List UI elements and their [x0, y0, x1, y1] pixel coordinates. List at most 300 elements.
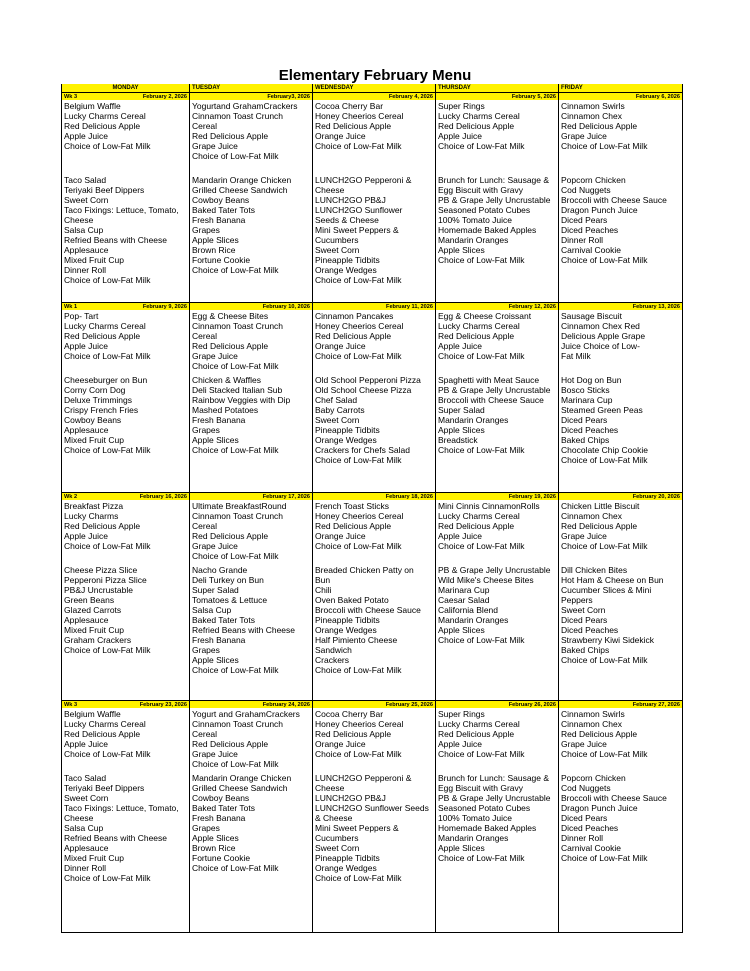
menu-item: Choice of Low-Fat Milk	[192, 551, 279, 561]
lunch-cell	[189, 374, 312, 492]
menu-item: Red Delicious Apple	[315, 729, 392, 739]
menu-item: Choice of Low-Fat Milk	[561, 455, 648, 465]
menu-item: Dinner Roll	[64, 863, 107, 873]
menu-item: Brown Rice	[192, 843, 236, 853]
week-label: Wk 3	[64, 94, 78, 100]
menu-item: Cheese	[315, 185, 345, 195]
date-bar	[312, 492, 435, 500]
week-label: Wk 1	[64, 304, 78, 310]
menu-item: Marinara Cup	[561, 395, 613, 405]
menu-item: Breaded Chicken Patty on	[315, 565, 414, 575]
breakfast-cell	[189, 708, 312, 772]
date-bar	[312, 92, 435, 100]
menu-item: Deli Stacked Italian Sub	[192, 385, 283, 395]
menu-item: Apple Juice	[438, 531, 482, 541]
menu-item: Choice of Low-Fat Milk	[192, 445, 279, 455]
breakfast-cell	[189, 100, 312, 174]
menu-item: Orange Juice	[315, 131, 366, 141]
week-label: Wk 3	[64, 702, 78, 708]
menu-item: Delicious Apple Grape	[561, 331, 646, 341]
menu-item: Refried Beans with Cheese	[64, 833, 168, 843]
menu-item: Choice of Low-Fat Milk	[315, 455, 402, 465]
menu-item: Fortune Cookie	[192, 255, 251, 265]
menu-item: Sweet Corn	[315, 415, 360, 425]
menu-item: Super Salad	[438, 405, 485, 415]
menu-item: Deluxe Trimmings	[64, 395, 133, 405]
menu-item: Apple Juice	[64, 341, 108, 351]
menu-item: Mashed Potatoes	[192, 405, 259, 415]
menu-item: Choice of Low-Fat Milk	[315, 665, 402, 675]
menu-item: Cowboy Beans	[64, 415, 122, 425]
menu-item: Broccoli with Cheese Sauce	[315, 605, 421, 615]
menu-item: Applesauce	[64, 615, 109, 625]
menu-item: Applesauce	[64, 843, 109, 853]
menu-item: Orange Wedges	[315, 863, 377, 873]
menu-item: PB & Grape Jelly Uncrustable	[438, 565, 551, 575]
breakfast-cell	[61, 500, 189, 564]
breakfast-cell	[61, 100, 189, 174]
menu-item: Diced Pears	[561, 615, 608, 625]
menu-item: Mandarin Orange Chicken	[192, 175, 292, 185]
menu-item: Mixed Fruit Cup	[64, 255, 124, 265]
menu-item: Mini Sweet Peppers &	[315, 823, 399, 833]
menu-item: Red Delicious Apple	[192, 739, 269, 749]
menu-item: Apple Juice	[64, 531, 108, 541]
date-bar	[61, 302, 189, 310]
menu-item: Red Delicious Apple	[438, 331, 515, 341]
menu-item: Apple Slices	[192, 833, 239, 843]
lunch-cell	[558, 564, 682, 700]
date-label: February 6, 2026	[635, 94, 680, 100]
menu-item: Teriyaki Beef Dippers	[64, 783, 145, 793]
menu-item: Red Delicious Apple	[64, 729, 141, 739]
menu-item: Seeds & Cheese	[315, 215, 379, 225]
lunch-cell	[312, 564, 435, 700]
menu-item: Refried Beans with Cheese	[64, 235, 168, 245]
menu-item: Red Delicious Apple	[192, 531, 269, 541]
menu-item: Choice of Low-Fat Milk	[192, 863, 279, 873]
menu-item: Grapes	[192, 823, 220, 833]
menu-item: Red Delicious Apple	[64, 121, 141, 131]
menu-item: Salsa Cup	[64, 225, 104, 235]
menu-item: Seasoned Potato Cubes	[438, 205, 531, 215]
menu-item: Deli Turkey on Bun	[192, 575, 264, 585]
menu-item: Choice of Low-Fat Milk	[438, 749, 525, 759]
date-bar	[61, 492, 189, 500]
menu-item: Popcorn Chicken	[561, 175, 626, 185]
menu-item: Cinnamon Chex	[561, 111, 622, 121]
date-label: February 20, 2026	[632, 494, 680, 500]
menu-item: Chicken Little Biscuit	[561, 501, 640, 511]
menu-item: Grape Juice	[192, 141, 238, 151]
menu-item: Cinnamon Chex Red	[561, 321, 640, 331]
menu-item: Apple Juice	[438, 739, 482, 749]
menu-item: Grape Juice	[192, 351, 238, 361]
menu-item: Cod Nuggets	[561, 783, 611, 793]
menu-item: Red Delicious Apple	[192, 341, 269, 351]
menu-item: Grilled Cheese Sandwich	[192, 185, 288, 195]
menu-item: Dinner Roll	[64, 265, 107, 275]
menu-item: Diced Peaches	[561, 225, 619, 235]
menu-item: Cinnamon Swirls	[561, 709, 625, 719]
menu-item: Cinnamon Swirls	[561, 101, 625, 111]
menu-item: Diced Pears	[561, 215, 608, 225]
menu-item: Sweet Corn	[315, 843, 360, 853]
menu-item: Egg & Cheese Croissant	[438, 311, 532, 321]
menu-item: Dragon Punch Juice	[561, 803, 638, 813]
menu-item: Orange Juice	[315, 531, 366, 541]
menu-item: Homemade Baked Apples	[438, 225, 537, 235]
lunch-cell	[312, 374, 435, 492]
menu-item: Orange Juice	[315, 739, 366, 749]
menu-item: Pepperoni Pizza Slice	[64, 575, 147, 585]
menu-item: Choice of Low-Fat Milk	[192, 361, 279, 371]
menu-item: Choice of Low-Fat Milk	[438, 541, 525, 551]
menu-item: Red Delicious Apple	[192, 131, 269, 141]
menu-item: Orange Wedges	[315, 435, 377, 445]
week-label: Wk 2	[64, 494, 78, 500]
day-header-monday: MONDAY	[61, 84, 189, 92]
table-right-border	[682, 84, 683, 932]
menu-item: Baby Carrots	[315, 405, 365, 415]
menu-item: Apple Slices	[438, 245, 485, 255]
lunch-cell	[435, 174, 558, 302]
menu-item: Applesauce	[64, 245, 109, 255]
menu-item: Apple Slices	[438, 425, 485, 435]
date-label: February 27, 2026	[632, 702, 680, 708]
menu-item: Cucumbers	[315, 833, 359, 843]
date-bar	[558, 492, 682, 500]
date-bar	[435, 302, 558, 310]
menu-item: Choice of Low-Fat Milk	[315, 351, 402, 361]
menu-item: Yogurtand GrahamCrackers	[192, 101, 298, 111]
menu-item: Super Salad	[192, 585, 239, 595]
menu-item: Cinnamon Toast Crunch	[192, 321, 284, 331]
menu-item: Seasoned Potato Cubes	[438, 803, 531, 813]
menu-item: Brunch for Lunch: Sausage &	[438, 773, 550, 783]
breakfast-cell	[558, 500, 682, 564]
menu-item: Broccoli with Cheese Sauce	[561, 195, 667, 205]
date-label: February3, 2026	[267, 94, 310, 100]
menu-item: Ultimate BreakfastRound	[192, 501, 287, 511]
day-header-wednesday: WEDNESDAY	[312, 84, 435, 92]
menu-item: Red Delicious Apple	[315, 521, 392, 531]
menu-item: Lucky Charms Cereal	[438, 321, 520, 331]
menu-item: Red Delicious Apple	[438, 729, 515, 739]
menu-item: Mixed Fruit Cup	[64, 435, 124, 445]
menu-item: Lucky Charms Cereal	[64, 111, 146, 121]
lunch-cell	[312, 174, 435, 302]
menu-item: Sandwich	[315, 645, 352, 655]
menu-item: Choice of Low-Fat Milk	[192, 151, 279, 161]
menu-item: Hot Ham & Cheese on Bun	[561, 575, 664, 585]
menu-item: Cucumbers	[315, 235, 359, 245]
menu-item: Choice of Low-Fat Milk	[561, 749, 648, 759]
menu-item: Cinnamon Chex	[561, 719, 622, 729]
menu-item: Nacho Grande	[192, 565, 248, 575]
menu-item: Apple Slices	[438, 843, 485, 853]
menu-item: Mini Cinnis CinnamonRolls	[438, 501, 540, 511]
date-label: February 17, 2026	[262, 494, 310, 500]
menu-item: Chef Salad	[315, 395, 358, 405]
menu-item: Mixed Fruit Cup	[64, 853, 124, 863]
menu-item: Rainbow Veggies with Dip	[192, 395, 291, 405]
menu-item: Dragon Punch Juice	[561, 205, 638, 215]
menu-item: Apple Slices	[192, 655, 239, 665]
menu-item: Pineapple Tidbits	[315, 425, 380, 435]
menu-item: Baked Tater Tots	[192, 615, 256, 625]
menu-item: Tomatoes & Lettuce	[192, 595, 268, 605]
menu-item: Pineapple Tidbits	[315, 255, 380, 265]
breakfast-cell	[189, 500, 312, 564]
menu-item: Choice of Low-Fat Milk	[64, 749, 151, 759]
menu-table	[61, 84, 682, 932]
date-bar	[189, 302, 312, 310]
menu-item: Choice of Low-Fat Milk	[315, 141, 402, 151]
menu-item: Red Delicious Apple	[561, 121, 638, 131]
date-label: February 5, 2026	[511, 94, 556, 100]
date-label: February 4, 2026	[388, 94, 433, 100]
menu-item: Red Delicious Apple	[438, 121, 515, 131]
breakfast-cell	[61, 310, 189, 374]
menu-item: Broccoli with Cheese Sauce	[561, 793, 667, 803]
menu-item: Honey Cheerios Cereal	[315, 511, 404, 521]
menu-item: Choice of Low-Fat Milk	[192, 265, 279, 275]
menu-item: Taco Fixings: Lettuce, Tomato,	[64, 205, 179, 215]
menu-item: Salsa Cup	[192, 605, 232, 615]
menu-item: Cowboy Beans	[192, 195, 250, 205]
menu-item: Egg & Cheese Bites	[192, 311, 269, 321]
menu-item: Peppers	[561, 595, 593, 605]
menu-item: LUNCH2GO Sunflower	[315, 205, 403, 215]
menu-item: Cinnamon Toast Crunch	[192, 111, 284, 121]
menu-item: Fresh Banana	[192, 813, 246, 823]
menu-item: Choice of Low-Fat Milk	[561, 541, 648, 551]
breakfast-cell	[435, 708, 558, 772]
date-bar	[435, 92, 558, 100]
menu-item: Fresh Banana	[192, 415, 246, 425]
menu-item: Cinnamon Toast Crunch	[192, 511, 284, 521]
menu-item: Sweet Corn	[315, 245, 360, 255]
menu-item: Baked Tater Tots	[192, 205, 256, 215]
menu-item: Red Delicious Apple	[315, 121, 392, 131]
menu-item: Grapes	[192, 425, 220, 435]
menu-item: Cucumber Slices & Mini	[561, 585, 652, 595]
breakfast-cell	[189, 310, 312, 374]
breakfast-cell	[435, 310, 558, 374]
menu-item: & Cheese	[315, 813, 353, 823]
lunch-cell	[435, 374, 558, 492]
menu-item: LUNCH2GO PB&J	[315, 793, 386, 803]
menu-item: Egg Biscuit with Gravy	[438, 185, 524, 195]
menu-item: Steamed Green Peas	[561, 405, 643, 415]
menu-item: Baked Chips	[561, 645, 610, 655]
date-bar	[61, 700, 189, 708]
menu-item: Diced Peaches	[561, 425, 619, 435]
menu-item: Cereal	[192, 729, 218, 739]
menu-item: Choice of Low-Fat Milk	[64, 141, 151, 151]
lunch-cell	[189, 772, 312, 932]
menu-item: Choice of Low-Fat Milk	[64, 645, 151, 655]
date-label: February 10, 2026	[262, 304, 310, 310]
menu-item: Broccoli with Cheese Sauce	[438, 395, 544, 405]
menu-item: Red Delicious Apple	[561, 729, 638, 739]
menu-item: Mandarin Orange Chicken	[192, 773, 292, 783]
menu-item: Mandarin Oranges	[438, 833, 509, 843]
menu-item: Choice of Low-Fat Milk	[438, 445, 525, 455]
menu-item: Grape Juice	[561, 531, 607, 541]
date-label: February 12, 2026	[508, 304, 556, 310]
menu-item: Mandarin Oranges	[438, 235, 509, 245]
lunch-cell	[61, 374, 189, 492]
menu-item: Grapes	[192, 645, 220, 655]
menu-item: Fresh Banana	[192, 635, 246, 645]
menu-item: Grilled Cheese Sandwich	[192, 783, 288, 793]
menu-item: Cheese	[64, 215, 94, 225]
menu-item: Brown Rice	[192, 245, 236, 255]
menu-item: Sweet Corn	[561, 605, 606, 615]
menu-item: Belgium Waffle	[64, 101, 121, 111]
date-label: February 18, 2026	[385, 494, 433, 500]
menu-item: Choice of Low-Fat Milk	[438, 635, 525, 645]
menu-item: Bosco Sticks	[561, 385, 610, 395]
menu-item: Marinara Cup	[438, 585, 490, 595]
menu-item: Lucky Charms Cereal	[438, 719, 520, 729]
lunch-cell	[558, 374, 682, 492]
menu-item: Choice of Low-Fat Milk	[561, 255, 648, 265]
breakfast-cell	[312, 500, 435, 564]
menu-item: Oven Baked Potato	[315, 595, 389, 605]
menu-item: Cinnamon Chex	[561, 511, 622, 521]
breakfast-cell	[61, 708, 189, 772]
menu-item: Cheese	[64, 813, 94, 823]
menu-item: Bun	[315, 575, 331, 585]
menu-item: Taco Salad	[64, 773, 107, 783]
menu-item: Apple Juice	[64, 131, 108, 141]
menu-item: Taco Fixings: Lettuce, Tomato,	[64, 803, 179, 813]
menu-item: Belgium Waffle	[64, 709, 121, 719]
menu-item: Crackers	[315, 655, 350, 665]
date-label: February 23, 2026	[139, 702, 187, 708]
day-header-tuesday: TUESDAY	[189, 84, 312, 92]
menu-item: Pop- Tart	[64, 311, 99, 321]
menu-item: Carnival Cookie	[561, 843, 621, 853]
date-bar	[61, 92, 189, 100]
menu-item: Old School Pepperoni Pizza	[315, 375, 421, 385]
menu-item: Fat Milk	[561, 351, 591, 361]
menu-item: Choice of Low-Fat Milk	[315, 873, 402, 883]
menu-item: French Toast Sticks	[315, 501, 390, 511]
menu-item: Taco Salad	[64, 175, 107, 185]
menu-item: Old School Cheese Pizza	[315, 385, 412, 395]
menu-item: Juice Choice of Low-	[561, 341, 640, 351]
menu-item: PB & Grape Jelly Uncrustable	[438, 793, 551, 803]
menu-item: Half Pimiento Cheese	[315, 635, 398, 645]
menu-item: Choice of Low-Fat Milk	[192, 759, 279, 769]
menu-item: Wild Mike's Cheese Bites	[438, 575, 534, 585]
lunch-cell	[189, 564, 312, 700]
menu-item: Refried Beans with Cheese	[192, 625, 296, 635]
menu-item: Cereal	[192, 121, 218, 131]
menu-item: Carnival Cookie	[561, 245, 621, 255]
menu-item: Grape Juice	[192, 541, 238, 551]
menu-item: Grape Juice	[561, 131, 607, 141]
menu-item: Diced Pears	[561, 415, 608, 425]
menu-item: Cereal	[192, 331, 218, 341]
menu-item: Egg Biscuit with Gravy	[438, 783, 524, 793]
menu-item: LUNCH2GO Sunflower Seeds	[315, 803, 429, 813]
menu-item: Sweet Corn	[64, 793, 109, 803]
menu-item: Orange Wedges	[315, 265, 377, 275]
menu-item: Teriyaki Beef Dippers	[64, 185, 145, 195]
menu-item: Chocolate Chip Cookie	[561, 445, 648, 455]
breakfast-cell	[312, 708, 435, 772]
date-label: February 13, 2026	[632, 304, 680, 310]
date-label: February 2, 2026	[142, 94, 187, 100]
menu-item: Popcorn Chicken	[561, 773, 626, 783]
menu-item: Breakfast Pizza	[64, 501, 124, 511]
page-title: Elementary February Menu	[278, 67, 472, 84]
menu-item: PB & Grape Jelly Uncrustable	[438, 195, 551, 205]
date-bar	[558, 92, 682, 100]
menu-item: Choice of Low-Fat Milk	[438, 255, 525, 265]
menu-item: Choice of Low-Fat Milk	[64, 275, 151, 285]
menu-item: Cocoa Cherry Bar	[315, 101, 384, 111]
menu-item: Choice of Low-Fat Milk	[315, 541, 402, 551]
breakfast-cell	[435, 500, 558, 564]
menu-item: Cod Nuggets	[561, 185, 611, 195]
menu-item: Choice of Low-Fat Milk	[315, 275, 402, 285]
breakfast-cell	[558, 100, 682, 174]
lunch-cell	[558, 772, 682, 932]
menu-item: Diced Peaches	[561, 823, 619, 833]
day-header-friday: FRIDAY	[558, 84, 682, 92]
breakfast-cell	[558, 708, 682, 772]
menu-item: Mixed Fruit Cup	[64, 625, 124, 635]
menu-item: Choice of Low-Fat Milk	[561, 655, 648, 665]
menu-item: Cheese Pizza Slice	[64, 565, 138, 575]
breakfast-cell	[312, 310, 435, 374]
menu-item: Lucky Charms	[64, 511, 119, 521]
menu-item: Choice of Low-Fat Milk	[315, 749, 402, 759]
table-bottom-border	[61, 932, 683, 933]
menu-item: Glazed Carrots	[64, 605, 122, 615]
menu-item: Honey Cheerios Cereal	[315, 719, 404, 729]
date-label: February 26, 2026	[508, 702, 556, 708]
menu-item: Orange Juice	[315, 341, 366, 351]
lunch-cell	[435, 564, 558, 700]
menu-item: Apple Slices	[192, 435, 239, 445]
menu-item: California Blend	[438, 605, 499, 615]
menu-item: Breadstick	[438, 435, 478, 445]
menu-item: Grape Juice	[561, 739, 607, 749]
menu-item: Applesauce	[64, 425, 109, 435]
menu-item: Fortune Cookie	[192, 853, 251, 863]
menu-item: Apple Juice	[438, 131, 482, 141]
day-header-thursday: THURSDAY	[435, 84, 558, 92]
date-label: February 11, 2026	[386, 304, 433, 310]
menu-item: Caesar Salad	[438, 595, 490, 605]
menu-item: Lucky Charms Cereal	[64, 321, 146, 331]
date-bar	[312, 700, 435, 708]
menu-item: LUNCH2GO PB&J	[315, 195, 386, 205]
menu-item: Apple Juice	[438, 341, 482, 351]
menu-item: Sausage Biscuit	[561, 311, 622, 321]
day-header-row	[61, 84, 682, 92]
menu-item: Mandarin Oranges	[438, 415, 509, 425]
menu-item: Cinnamon Pancakes	[315, 311, 394, 321]
breakfast-cell	[312, 100, 435, 174]
